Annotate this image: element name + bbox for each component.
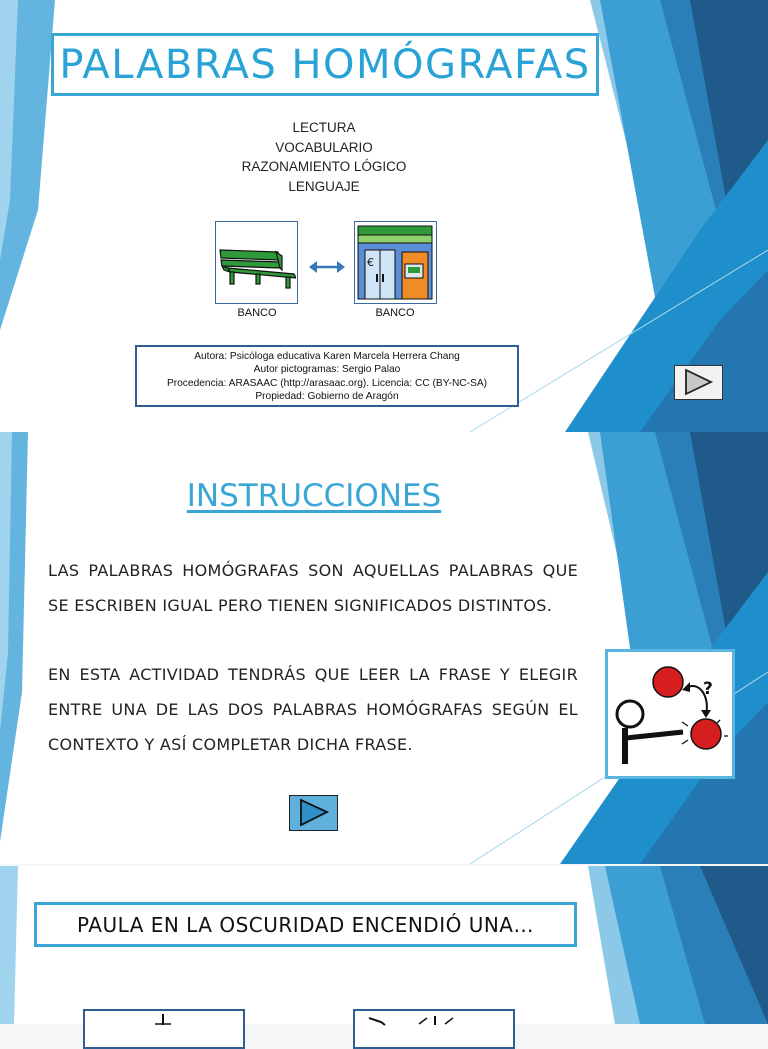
bank-label: BANCO (375, 307, 415, 319)
double-arrow-icon (309, 259, 345, 275)
instructions-paragraph-1: LAS PALABRAS HOMÓGRAFAS SON AQUELLAS PALABRAS QUE SE ESCRIBEN IGUAL PERO TIENEN SIGNIFICADOS DISTINTOS. (48, 561, 578, 615)
bench-picto (215, 221, 298, 304)
instructions-title: INSTRUCCIONES (186, 478, 442, 514)
subject-item: RAZONAMIENTO LÓGICO (241, 159, 407, 174)
credit-line: Autora: Psicóloga educativa Karen Marcela Herrera Chang (194, 351, 460, 362)
play-triangle-icon (675, 366, 721, 398)
question-mark: ? (703, 679, 713, 699)
svg-text:€: € (367, 256, 374, 269)
subject-item: VOCABULARIO (275, 139, 373, 155)
credit-line: Autor pictogramas: Sergio Palao (253, 364, 401, 376)
option-left[interactable] (83, 1009, 245, 1049)
option-right[interactable] (353, 1009, 515, 1049)
bank-picto (354, 221, 437, 304)
credits-box (135, 345, 519, 407)
credit-line: Propiedad: Gobierno de Aragón (255, 390, 399, 402)
subject-item: LECTURA (292, 120, 356, 135)
subject-item: LENGUAJE (288, 178, 360, 194)
credit-line: Procedencia: ARASAAC (http://arasaac.org). Licencia: CC (BY-NC-SA) (166, 377, 488, 389)
sentence-box: PAULA EN LA OSCURIDAD ENCENDIÓ UNA… (34, 902, 577, 947)
next-button[interactable] (674, 365, 723, 400)
park-bench-icon (216, 222, 296, 302)
slide-1 (0, 0, 768, 432)
play-triangle-icon (290, 796, 336, 829)
subject-list (216, 118, 432, 196)
next-button-2[interactable] (289, 795, 338, 831)
instructions-paragraph-2: EN ESTA ACTIVIDAD TENDRÁS QUE LEER LA FRASE Y ELEGIR ENTRE UNA DE LAS DOS PALABRAS HOMÓGRAFAS SEGÚN EL CONTEXTO Y ASÍ COMPLETAR DICHA FRASE. (48, 665, 578, 754)
page-title: PALABRAS HOMÓGRAFAS (51, 33, 599, 96)
person-choosing-icon (608, 652, 732, 776)
choose-picto (605, 649, 735, 779)
bank-building-icon (355, 222, 435, 302)
bench-label: BANCO (237, 307, 277, 319)
